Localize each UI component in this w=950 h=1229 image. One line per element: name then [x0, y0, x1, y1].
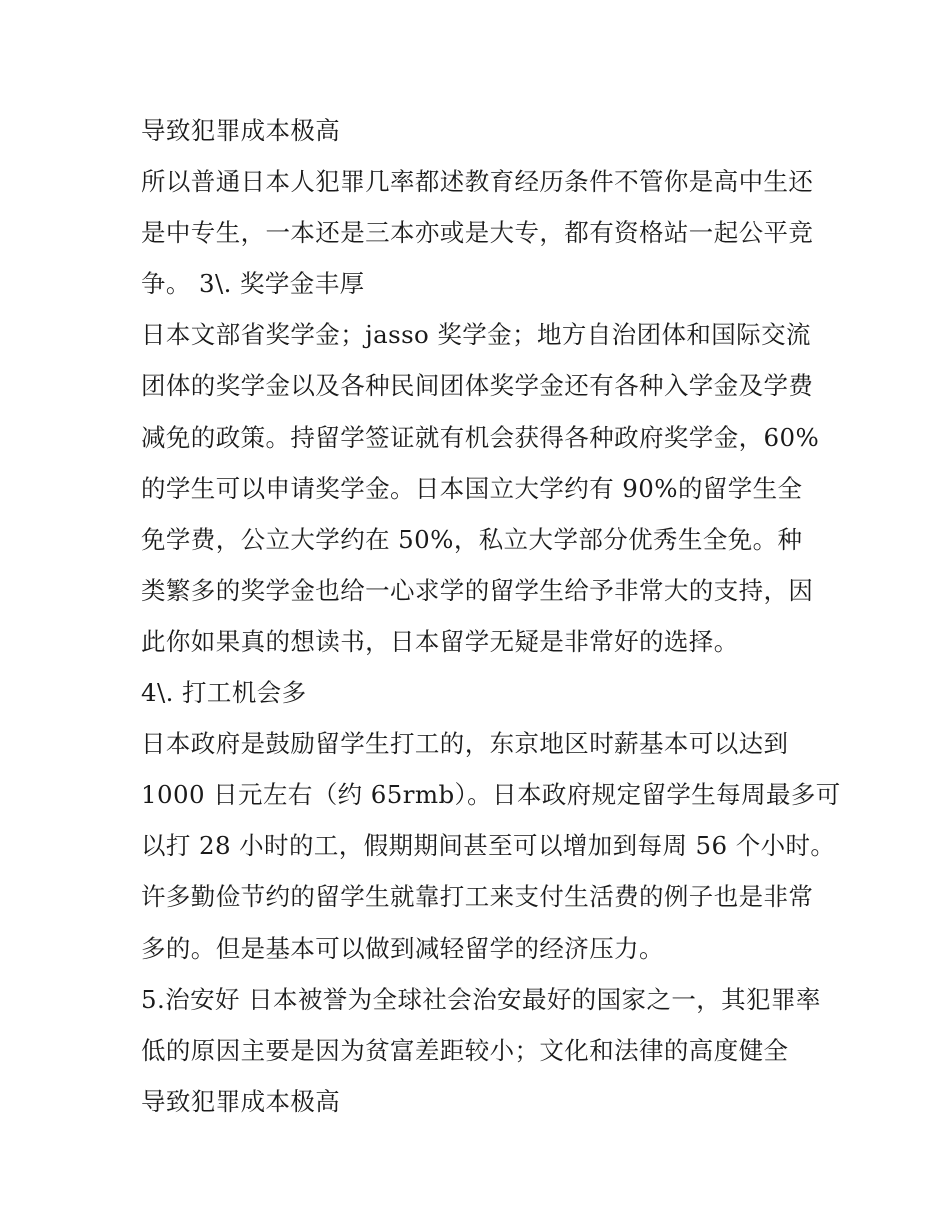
section-heading-scholarship: 争。 3\. 奖学金丰厚	[141, 269, 365, 299]
text-line: 日本政府是鼓励留学生打工的，东京地区时薪基本可以达到	[141, 729, 789, 759]
text-line: 导致犯罪成本极高	[141, 1086, 341, 1116]
document-body	[141, 105, 841, 1127]
section-heading-public-safety: 5.治安好 日本被誉为全球社会治安最好的国家之一，其犯罪率	[141, 984, 821, 1014]
text-line: 日本文部省奖学金；jasso 奖学金；地方自治团体和国际交流	[141, 320, 811, 350]
text-line: 类繁多的奖学金也给一心求学的留学生给予非常大的支持，因	[141, 575, 814, 605]
text-line: 此你如果真的想读书，日本留学无疑是非常好的选择。	[141, 626, 739, 656]
text-line: 的学生可以申请奖学金。日本国立大学约有 90%的留学生全	[141, 473, 803, 503]
text-line: 许多勤俭节约的留学生就靠打工来支付生活费的例子也是非常	[141, 882, 814, 912]
text-line: 低的原因主要是因为贫富差距较小；文化和法律的高度健全	[141, 1035, 789, 1065]
text-line: 1000 日元左右（约 65rmb）。日本政府规定留学生每周最多可	[141, 780, 841, 810]
section-heading-part-time-work: 4\. 打工机会多	[141, 678, 307, 708]
text-line: 减免的政策。持留学签证就有机会获得各种政府奖学金，60%	[141, 422, 820, 452]
text-line: 团体的奖学金以及各种民间团体奖学金还有各种入学金及学费	[141, 371, 814, 401]
text-line: 导致犯罪成本极高	[141, 116, 341, 145]
text-line: 是中专生，一本还是三本亦或是大专，都有资格站一起公平竞	[141, 218, 814, 248]
text-line: 以打 28 小时的工，假期期间甚至可以增加到每周 56 个小时。	[141, 831, 836, 861]
text-line: 多的。但是基本可以做到减轻留学的经济压力。	[141, 933, 664, 963]
text-line: 所以普通日本人犯罪几率都述教育经历条件不管你是高中生还	[141, 167, 814, 197]
text-line: 免学费，公立大学约在 50%，私立大学部分优秀生全免。种	[141, 524, 803, 554]
